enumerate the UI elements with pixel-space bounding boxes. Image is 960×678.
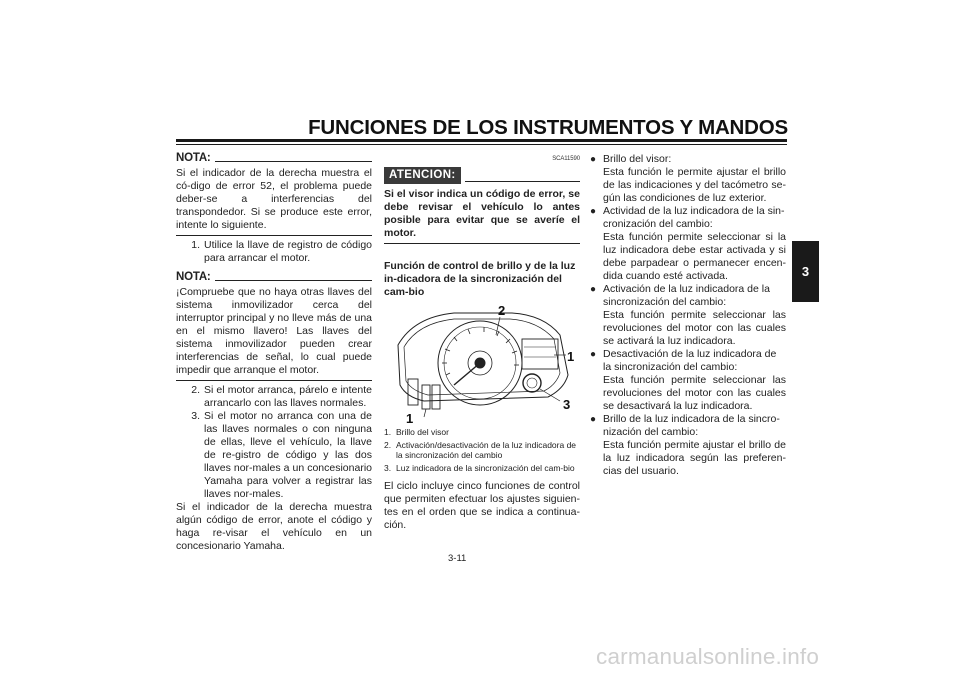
shift-light [523,374,541,392]
figure-captions [384,427,580,473]
bullet-icon: ● [590,284,597,295]
caption-item: 1. Brillo del visor [384,427,449,437]
nota-heading-1 [176,152,372,165]
instrument-cluster-figure [384,305,580,425]
callout-2: 2 [498,305,506,318]
body-text: El ciclo incluye cinco funciones de control que permiten efectuar los ajustes siguien-tes en el orden que se indica a continua-ción. [384,480,580,531]
list-item: ● Activación de la luz indicadora de la sincronización del cambio: Esta función permite seleccionar las revoluciones del motor con las cuales se activará la luz indicadora. [590,283,786,347]
closing-text: Si el indicador de la derecha muestra algún código de error, anote el código y haga re-visar el vehículo en un concesionario Yamaha. [176,501,372,552]
nota-label: NOTA: [176,152,211,164]
watermark: carmanualsonline.info [596,644,820,669]
callout-3: 3 [563,397,571,412]
left-column [176,152,372,553]
list-item: ● Actividad de la luz indicadora de la sin-cronización del cambio: Esta función permite seleccionar si la luz indicadora debe estar activada y si debe parpadear o permanecer encen-dida cuando esté activada. [590,205,786,282]
list-item: ● Brillo de la luz indicadora de la sincro-nización del cambio: Esta función permite ajustar el brillo de la luz indicadora según las preferen-cias del usuario. [590,413,786,477]
page-title: FUNCIONES DE LOS INSTRUMENTOS Y MANDOS [308,116,788,139]
page-number: 3-11 [448,553,467,564]
right-column [590,153,786,478]
bullet-icon: ● [590,414,597,425]
step-1: 1. Utilice la llave de registro de código para arrancar el motor. [191,239,372,264]
bullet-icon: ● [590,206,597,217]
section-heading: Función de control de brillo y de la luz in-dicadora de la sincronización del cam-bio [384,260,576,298]
nota-text-2: ¡Compruebe que no haya otras llaves del sistema inmovilizador cerca del interruptor principal y no lleve más de una en el mismo llavero! Las llaves del sistema inmovilizador pueden crear interferencias de señal, lo cual puede impedir que arranque el motor. [176,286,372,376]
bullet-icon: ● [590,154,597,165]
title-rule-thick [176,139,787,142]
step-3: 3. Si el motor no arranca con una de las llaves normales o con ninguna de ellas, lleve el vehículo, la llave de re-gistro de código y las dos llaves nor-males a un concesionario Yamaha para volver a registrar las llaves nor-males. [191,410,372,500]
button-1 [422,385,430,409]
nota-label: NOTA: [176,271,211,283]
middle-column [384,153,580,532]
title-rule-thin [176,144,787,145]
step-2: 2. Si el motor arranca, párelo e intente arrancarlo con las llaves normales. [191,384,372,409]
lcd-display [522,339,558,369]
bullet-icon: ● [590,349,597,360]
atencion-heading [384,167,580,184]
atencion-label: ATENCION: [384,167,461,184]
ref-code: SCA11590 [552,156,580,162]
list-item: ● Brillo del visor: Esta función le permite ajustar el brillo de las indicaciones y del tacómetro se-gún las condiciones de luz exterior. [590,153,786,204]
nota-heading-2 [176,271,372,284]
nota-text-1: Si el indicador de la derecha muestra el có-digo de error 52, el problema puede deber-se a interferencias del transpondedor. Si se produce este error, intente lo siguiente. [176,167,372,231]
callout-1-right: 1 [567,349,575,364]
atencion-text: Si el visor indica un código de error, se debe revisar el vehículo lo antes posible para evitar que se averíe el motor. [384,188,580,239]
caption-item: 3. Luz indicadora de la sincronización del cam-bio [384,463,575,473]
callout-1-left: 1 [406,411,414,425]
list-item: ● Desactivación de la luz indicadora de la sincronización del cambio: Esta función permite seleccionar las revoluciones del motor con las cuales se desactivará la luz indicadora. [590,348,786,412]
chapter-tab: 3 [792,241,819,302]
caption-item: 2. Activación/desactivación de la luz indicadora de la sincronización del cambio [384,440,577,460]
